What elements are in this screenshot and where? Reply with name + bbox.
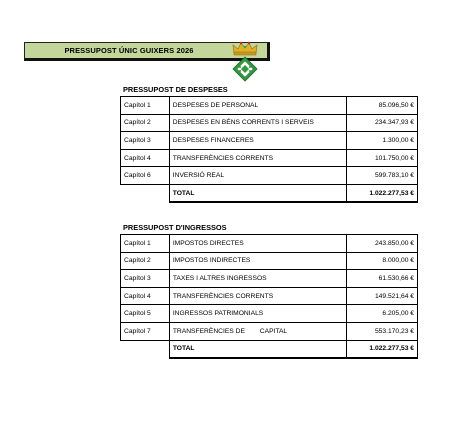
table-row [121,167,418,185]
table-row [121,149,418,167]
chapter-cell: Capítol 4 [121,149,170,167]
description-cell: TAXES I ALTRES INGRESSOS [169,270,346,288]
amount-cell: 149.521,64 € [347,287,418,305]
description-cell: DESPESES EN BÉNS CORRENTS I SERVEIS [169,114,347,132]
table-row [121,252,418,270]
table-row [121,114,418,132]
chapter-cell: Capítol 7 [121,322,170,340]
total-row [121,340,418,358]
municipal-crest-icon [228,40,262,84]
total-amount: 1.022.277,53 € [347,184,418,202]
income-table [120,234,418,359]
total-amount: 1.022.277,53 € [347,340,418,358]
empty-cell [121,184,170,202]
income-section-title: PRESSUPOST D'INGRESSOS [123,223,227,232]
amount-cell: 6.205,00 € [347,305,418,323]
budget-title: PRESSUPOST ÚNIC GUIXERS 2026 [64,46,194,55]
description-cell: IMPOSTOS DIRECTES [169,235,346,253]
chapter-cell: Capítol 2 [121,114,170,132]
table-row [121,305,418,323]
description-cell: INGRESSOS PATRIMONIALS [169,305,346,323]
expenses-table [120,96,418,203]
total-row [121,184,418,202]
description-cell: DESPESES DE PERSONAL [169,97,347,115]
description-cell: TRANSFERÈNCIES DE CAPITAL [169,322,346,340]
table-row [121,270,418,288]
amount-cell: 85.096,50 € [347,97,418,115]
amount-cell: 101.750,00 € [347,149,418,167]
description-cell: IMPOSTOS INDIRECTES [169,252,346,270]
empty-cell [121,340,170,358]
chapter-cell: Capítol 1 [121,235,170,253]
amount-cell: 599.783,10 € [347,167,418,185]
expenses-section-title: PRESSUPOST DE DESPESES [123,85,228,94]
chapter-cell: Capítol 1 [121,97,170,115]
chapter-cell: Capítol 5 [121,305,170,323]
chapter-cell: Capítol 4 [121,287,170,305]
amount-cell: 553.170,23 € [347,322,418,340]
chapter-cell: Capítol 3 [121,270,170,288]
table-row [121,97,418,115]
amount-cell: 243.850,00 € [347,235,418,253]
total-label: TOTAL [169,340,346,358]
description-cell: INVERSIÓ REAL [169,167,347,185]
table-row [121,287,418,305]
table-row [121,235,418,253]
amount-cell: 8.000,00 € [347,252,418,270]
description-cell: TRANSFERÈNCIES CORRENTS [169,287,346,305]
amount-cell: 234.347,93 € [347,114,418,132]
total-label: TOTAL [169,184,347,202]
description-cell: DESPESES FINANCERES [169,132,347,150]
chapter-cell: Capítol 3 [121,132,170,150]
description-cell: TRANSFERÈNCIES CORRENTS [169,149,347,167]
chapter-cell: Capítol 6 [121,167,170,185]
chapter-cell: Capítol 2 [121,252,170,270]
amount-cell: 1.300,00 € [347,132,418,150]
table-row [121,322,418,340]
amount-cell: 61.530,66 € [347,270,418,288]
table-row [121,132,418,150]
